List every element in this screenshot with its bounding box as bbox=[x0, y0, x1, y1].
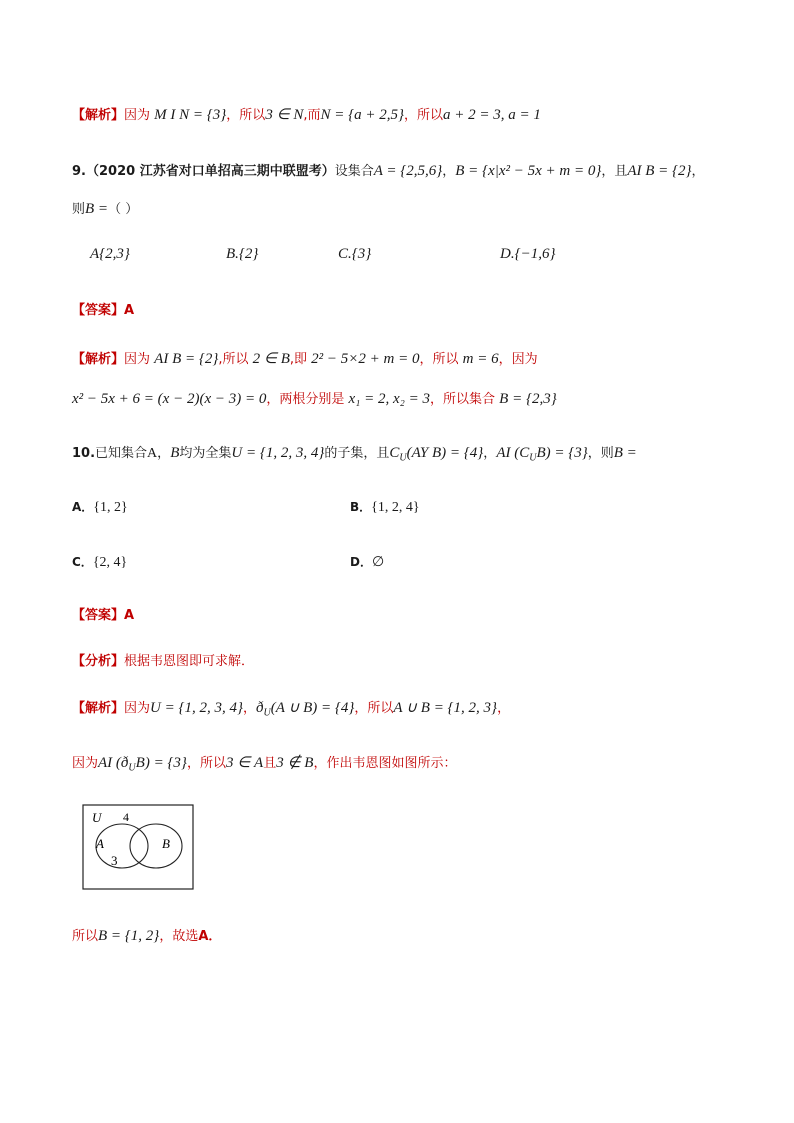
analysis-text: 因为 bbox=[72, 756, 99, 771]
analysis-text: 因为 bbox=[124, 108, 151, 123]
prev-analysis-line bbox=[72, 104, 541, 124]
q10-option-b bbox=[350, 498, 420, 516]
q9-option-d: D.{−1,6} bbox=[500, 246, 556, 262]
question-source: （2020 江苏省对口单招高三期中联盟考） bbox=[85, 164, 335, 179]
venn-label-b: B bbox=[162, 836, 170, 851]
question-text: ， bbox=[691, 164, 705, 179]
option-value: {2, 4} bbox=[92, 555, 128, 570]
option-label: D． bbox=[350, 555, 372, 569]
math-expression: B) = {3} bbox=[536, 445, 588, 461]
question-number: 10. bbox=[72, 446, 96, 461]
math-expression: AI B = {2} bbox=[154, 351, 219, 367]
answer-blank: （ ） bbox=[108, 202, 139, 217]
analysis-text: ,而 bbox=[303, 108, 321, 123]
math-expression: (AY B) = {4} bbox=[406, 445, 484, 461]
venn-label-u: U bbox=[92, 810, 102, 825]
question-number: 9. bbox=[72, 164, 86, 179]
math-expression: B) = {3} bbox=[135, 755, 187, 771]
q10-fenxi bbox=[72, 650, 254, 669]
math-expression: C bbox=[389, 445, 400, 461]
q10-analysis-line1 bbox=[72, 697, 510, 719]
question-text: ， bbox=[442, 164, 456, 179]
venn-label-a: A bbox=[96, 836, 104, 851]
math-expression: 2 ∈ B bbox=[252, 351, 290, 367]
math-expression: (A ∪ B) = {4} bbox=[270, 700, 355, 716]
set-b-circle bbox=[130, 824, 182, 868]
option-label: B． bbox=[350, 500, 372, 514]
answer-tag: 【答案】 bbox=[72, 303, 125, 318]
math-expression: 3 ∉ B bbox=[276, 755, 314, 771]
math-subscript: U bbox=[399, 452, 407, 464]
math-expression: B = bbox=[613, 445, 637, 461]
analysis-text: ，作出韦恩图如图所示： bbox=[313, 756, 457, 771]
option-value: {1, 2, 4} bbox=[371, 500, 420, 515]
math-expression: B = {2,3} bbox=[499, 391, 557, 407]
math-subscript: U bbox=[263, 707, 271, 719]
q10-stem bbox=[72, 442, 637, 464]
analysis-text: ，所以 bbox=[226, 108, 266, 123]
analysis-text: 所以 bbox=[72, 929, 99, 944]
question-text: 已知集合 bbox=[95, 446, 148, 461]
math-expression: B bbox=[170, 445, 180, 461]
math-expression: M I N = {3} bbox=[154, 107, 227, 123]
fenxi-tag: 【分析】 bbox=[72, 654, 125, 669]
q10-answer bbox=[72, 604, 134, 623]
analysis-text: ，所以 bbox=[354, 701, 394, 716]
math-expression: A = {2,5,6} bbox=[373, 163, 443, 179]
q10-option-d bbox=[350, 553, 384, 571]
analysis-text: 且 bbox=[263, 756, 277, 771]
question-text: ，则 bbox=[587, 446, 614, 461]
math-expression: x² − 5x + 6 = (x − 2)(x − 3) = 0 bbox=[72, 391, 267, 407]
analysis-text: ，所以集合 bbox=[430, 392, 496, 407]
question-text: 则 bbox=[72, 202, 86, 217]
math-expression: B = {x|x² − 5x + m = 0} bbox=[455, 163, 602, 179]
question-text: ， bbox=[483, 446, 497, 461]
answer-value: A bbox=[124, 608, 135, 623]
answer-value: A bbox=[124, 303, 135, 318]
math-expression: U = {1, 2, 3, 4} bbox=[231, 445, 325, 461]
analysis-tag: 【解析】 bbox=[72, 108, 125, 123]
analysis-text: ，所以 bbox=[404, 108, 444, 123]
math-subscript: U bbox=[529, 452, 537, 464]
math-expression: 3 ∈ N bbox=[265, 107, 304, 123]
option-label: A． bbox=[72, 500, 94, 514]
math-subscript: U bbox=[128, 762, 136, 774]
analysis-text: ， bbox=[497, 701, 511, 716]
math-expression: N = {a + 2,5} bbox=[320, 107, 405, 123]
math-expression: AI B = {2} bbox=[627, 163, 692, 179]
answer-tag: 【答案】 bbox=[72, 608, 125, 623]
math-expression: A bbox=[147, 446, 158, 461]
math-expression: B = {1, 2} bbox=[98, 928, 160, 944]
question-text: 设集合 bbox=[334, 164, 374, 179]
analysis-text: ，两根分别是 bbox=[266, 392, 345, 407]
analysis-text: ，所以 bbox=[419, 352, 459, 367]
q9-analysis-line2 bbox=[72, 388, 557, 408]
math-expression: AI (ð bbox=[98, 755, 129, 771]
math-expression: x₁ = 2, x₂ = 3 bbox=[348, 391, 430, 407]
analysis-text: ,即 bbox=[289, 352, 308, 367]
math-expression: m = 6 bbox=[462, 351, 499, 367]
fenxi-text: 根据韦恩图即可求解． bbox=[124, 654, 255, 669]
analysis-tag: 【解析】 bbox=[72, 701, 125, 716]
math-expression: a + 2 = 3, a = 1 bbox=[443, 107, 541, 123]
q9-stem-line2 bbox=[72, 198, 138, 218]
q9-option-a: A{2,3} bbox=[90, 246, 130, 262]
question-text: ，且 bbox=[601, 164, 628, 179]
analysis-text: ，故选 bbox=[159, 929, 199, 944]
option-value: ∅ bbox=[371, 555, 385, 570]
math-expression: B = bbox=[85, 201, 109, 217]
venn-label-in-a: 3 bbox=[111, 853, 118, 868]
q10-conclusion bbox=[72, 925, 221, 945]
venn-label-outside: 4 bbox=[123, 810, 129, 824]
question-text: ， bbox=[157, 446, 171, 461]
math-expression: A ∪ B = {1, 2, 3} bbox=[393, 700, 498, 716]
q9-answer bbox=[72, 299, 134, 318]
math-expression: ð bbox=[256, 700, 264, 716]
q9-option-c: C.{3} bbox=[338, 246, 372, 262]
option-label: C． bbox=[72, 555, 93, 569]
math-expression: 3 ∈ A bbox=[225, 755, 264, 771]
question-text: 的子集，且 bbox=[324, 446, 390, 461]
analysis-text: 因为 bbox=[124, 701, 151, 716]
analysis-tag: 【解析】 bbox=[72, 352, 125, 367]
analysis-text: ,所以 bbox=[218, 352, 249, 367]
math-expression: 2² − 5×2 + m = 0 bbox=[311, 351, 420, 367]
math-expression: AI (C bbox=[496, 445, 530, 461]
analysis-text: ， bbox=[242, 701, 256, 716]
question-text: 均为全集 bbox=[179, 446, 232, 461]
q10-analysis-line2 bbox=[72, 752, 456, 774]
venn-diagram bbox=[82, 804, 196, 892]
q10-option-a bbox=[72, 498, 128, 516]
analysis-text: ，所以 bbox=[186, 756, 226, 771]
answer-choice: A． bbox=[198, 929, 222, 944]
option-value: {1, 2} bbox=[93, 500, 128, 515]
analysis-text: 因为 bbox=[124, 352, 151, 367]
q9-analysis-line1 bbox=[72, 348, 538, 368]
q9-stem-line1 bbox=[72, 160, 705, 180]
q9-option-b: B.{2} bbox=[226, 246, 259, 262]
math-expression: U = {1, 2, 3, 4} bbox=[150, 700, 243, 716]
q10-option-c bbox=[72, 553, 127, 571]
analysis-text: ，因为 bbox=[498, 352, 538, 367]
